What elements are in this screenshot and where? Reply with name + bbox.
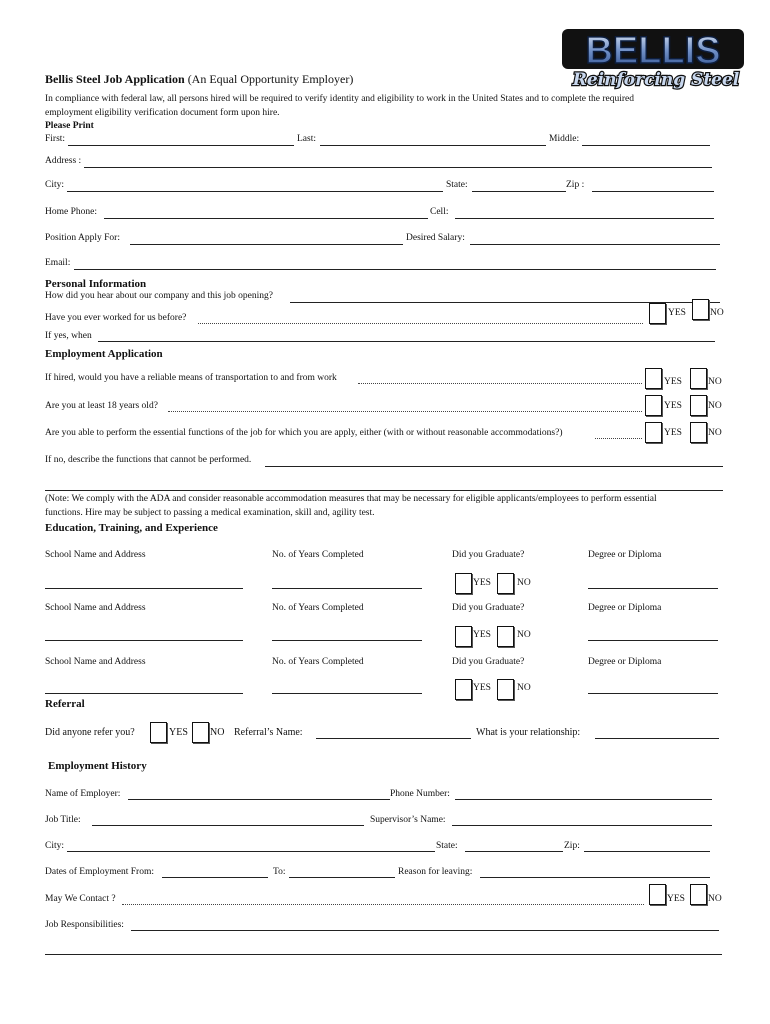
leader-dots — [168, 411, 642, 412]
edu-school-field[interactable] — [45, 693, 243, 694]
worked-question: Have you ever worked for us before? — [45, 313, 187, 323]
transport-yes-checkbox[interactable] — [645, 368, 662, 389]
edu-grad-yes-checkbox[interactable] — [455, 679, 472, 700]
edu-degree-field[interactable] — [588, 588, 718, 589]
edu-grad-yes-checkbox[interactable] — [455, 626, 472, 647]
bellis-logo — [560, 25, 746, 93]
ada-note-line-2: functions. Hire may be subject to passing a medical examination, skill and, agility test. — [45, 508, 375, 518]
edu-school-header: School Name and Address — [45, 657, 146, 667]
state-field[interactable] — [472, 191, 566, 192]
refer-no-checkbox[interactable] — [192, 722, 209, 743]
employer-city-field[interactable] — [67, 851, 435, 852]
hear-question: How did you hear about our company and this job opening? — [45, 291, 273, 301]
may-contact-question: May We Contact ? — [45, 894, 116, 904]
referral-name-field[interactable] — [316, 738, 471, 739]
edu-grad-yes-label: YES — [473, 683, 491, 693]
age-yes-label: YES — [664, 401, 682, 411]
compliance-line-1: In compliance with federal law, all persons hired will be required to verify identity and eligibility to work in the United States and to complete the required — [45, 94, 635, 104]
edu-years-field[interactable] — [272, 588, 422, 589]
functions-no-label: NO — [708, 428, 722, 438]
edu-grad-no-label: NO — [517, 578, 531, 588]
edu-school-field[interactable] — [45, 588, 243, 589]
first-field[interactable] — [68, 145, 294, 146]
edu-grad-no-label: NO — [517, 683, 531, 693]
if-no-field-continued[interactable] — [45, 490, 723, 491]
history-heading: Employment History — [48, 760, 147, 772]
if-yes-label: If yes, when — [45, 331, 92, 341]
email-field[interactable] — [74, 269, 716, 270]
edu-years-field[interactable] — [272, 640, 422, 641]
leader-dots — [358, 383, 642, 384]
edu-grad-header: Did you Graduate? — [452, 657, 525, 667]
edu-degree-field[interactable] — [588, 693, 718, 694]
relationship-label: What is your relationship: — [476, 727, 581, 738]
subtitle-text: (An Equal Opportunity Employer) — [187, 72, 354, 86]
edu-grad-header: Did you Graduate? — [452, 550, 525, 560]
edu-grad-no-checkbox[interactable] — [497, 679, 514, 700]
worked-yes-label: YES — [668, 308, 686, 318]
svg-text:BELLIS: BELLIS — [585, 30, 721, 72]
dates-to-field[interactable] — [289, 877, 395, 878]
refer-yes-checkbox[interactable] — [150, 722, 167, 743]
employer-state-label: State: — [436, 841, 458, 851]
middle-field[interactable] — [582, 145, 710, 146]
edu-grad-yes-label: YES — [473, 630, 491, 640]
employer-zip-field[interactable] — [584, 851, 710, 852]
edu-grad-no-checkbox[interactable] — [497, 626, 514, 647]
contact-yes-checkbox[interactable] — [649, 884, 666, 905]
home-phone-label: Home Phone: — [45, 207, 97, 217]
functions-no-checkbox[interactable] — [690, 422, 707, 443]
middle-label: Middle: — [549, 134, 580, 144]
responsibilities-field-continued[interactable] — [45, 954, 722, 955]
dates-to-label: To: — [273, 867, 286, 877]
if-no-label: If no, describe the functions that cannot be performed. — [45, 455, 252, 465]
edu-degree-field[interactable] — [588, 640, 718, 641]
job-title-field[interactable] — [92, 825, 364, 826]
reason-label: Reason for leaving: — [398, 867, 473, 877]
edu-years-field[interactable] — [272, 693, 422, 694]
employment-app-heading: Employment Application — [45, 348, 163, 360]
zip-field[interactable] — [592, 191, 714, 192]
education-heading: Education, Training, and Experience — [45, 522, 218, 534]
position-field[interactable] — [130, 244, 403, 245]
city-label: City: — [45, 180, 65, 190]
supervisor-label: Supervisor’s Name: — [370, 815, 446, 825]
edu-years-header: No. of Years Completed — [272, 550, 364, 560]
form-title — [45, 72, 353, 87]
employer-label: Name of Employer: — [45, 789, 121, 799]
edu-degree-header: Degree or Diploma — [588, 550, 662, 560]
compliance-line-2: employment eligibility verification document form upon hire. — [45, 108, 280, 118]
edu-grad-yes-checkbox[interactable] — [455, 573, 472, 594]
employer-phone-field[interactable] — [455, 799, 712, 800]
functions-yes-checkbox[interactable] — [645, 422, 662, 443]
contact-no-label: NO — [708, 894, 722, 904]
responsibilities-field[interactable] — [131, 930, 719, 931]
title-text: Bellis Steel Job Application — [45, 72, 185, 86]
transport-question: If hired, would you have a reliable means of transportation to and from work — [45, 373, 337, 383]
contact-no-checkbox[interactable] — [690, 884, 707, 905]
refer-question: Did anyone refer you? — [45, 727, 135, 738]
relationship-field[interactable] — [595, 738, 719, 739]
edu-school-field[interactable] — [45, 640, 243, 641]
employer-state-field[interactable] — [465, 851, 563, 852]
salary-label: Desired Salary: — [406, 233, 465, 243]
job-title-label: Job Title: — [45, 815, 81, 825]
zip-label: Zip : — [566, 180, 585, 190]
leader-dots — [198, 323, 643, 324]
reason-field[interactable] — [480, 877, 710, 878]
edu-grad-no-checkbox[interactable] — [497, 573, 514, 594]
referral-name-label: Referral’s Name: — [234, 727, 303, 738]
transport-no-label: NO — [708, 377, 722, 387]
age-question: Are you at least 18 years old? — [45, 401, 158, 411]
edu-degree-header: Degree or Diploma — [588, 657, 662, 667]
worked-yes-checkbox[interactable] — [649, 303, 666, 324]
transport-no-checkbox[interactable] — [690, 368, 707, 389]
leader-dots — [122, 904, 644, 905]
edu-degree-header: Degree or Diploma — [588, 603, 662, 613]
age-yes-checkbox[interactable] — [645, 395, 662, 416]
dates-from-label: Dates of Employment From: — [45, 867, 154, 877]
state-label: State: — [446, 180, 468, 190]
edu-grad-yes-label: YES — [473, 578, 491, 588]
transport-yes-label: YES — [664, 377, 682, 387]
responsibilities-label: Job Responsibilities: — [45, 920, 124, 930]
employer-zip-label: Zip: — [564, 841, 580, 851]
age-no-checkbox[interactable] — [690, 395, 707, 416]
edu-school-header: School Name and Address — [45, 550, 146, 560]
employer-city-label: City: — [45, 841, 65, 851]
dates-from-field[interactable] — [162, 877, 268, 878]
home-phone-field[interactable] — [104, 218, 428, 219]
employer-phone-label: Phone Number: — [390, 789, 450, 799]
refer-no-label: NO — [210, 727, 225, 738]
if-no-field[interactable] — [265, 466, 723, 467]
address-label: Address : — [45, 156, 82, 166]
edu-grad-no-label: NO — [517, 630, 531, 640]
please-print: Please Print — [45, 121, 94, 131]
personal-heading: Personal Information — [45, 278, 147, 290]
edu-years-header: No. of Years Completed — [272, 603, 364, 613]
if-yes-field[interactable] — [98, 341, 715, 342]
cell-label: Cell: — [430, 207, 449, 217]
edu-years-header: No. of Years Completed — [272, 657, 364, 667]
functions-question: Are you able to perform the essential functions of the job for which you are apply, either (with or without reasonable accommodations?) — [45, 428, 563, 438]
last-field[interactable] — [320, 145, 546, 146]
age-no-label: NO — [708, 401, 722, 411]
refer-yes-label: YES — [169, 727, 188, 738]
edu-grad-header: Did you Graduate? — [452, 603, 525, 613]
position-label: Position Apply For: — [45, 233, 120, 243]
worked-no-checkbox[interactable] — [692, 299, 709, 320]
functions-yes-label: YES — [664, 428, 682, 438]
cell-field[interactable] — [455, 218, 714, 219]
contact-yes-label: YES — [667, 894, 685, 904]
worked-no-label: NO — [710, 308, 724, 318]
employer-field[interactable] — [128, 799, 390, 800]
supervisor-field[interactable] — [452, 825, 712, 826]
address-field[interactable] — [84, 167, 712, 168]
svg-text:Reinforcing Steel: Reinforcing Steel — [572, 70, 740, 90]
email-label: Email: — [45, 258, 71, 268]
city-field[interactable] — [67, 191, 443, 192]
ada-note-line-1: (Note: We comply with the ADA and consider reasonable accommodation measures that may be necessary for eligible applicants/employees to perform essential — [45, 494, 657, 504]
referral-heading: Referral — [45, 698, 85, 710]
first-label: First: — [45, 134, 66, 144]
last-label: Last: — [297, 134, 316, 144]
leader-dots — [595, 438, 642, 439]
edu-school-header: School Name and Address — [45, 603, 146, 613]
salary-field[interactable] — [470, 244, 720, 245]
